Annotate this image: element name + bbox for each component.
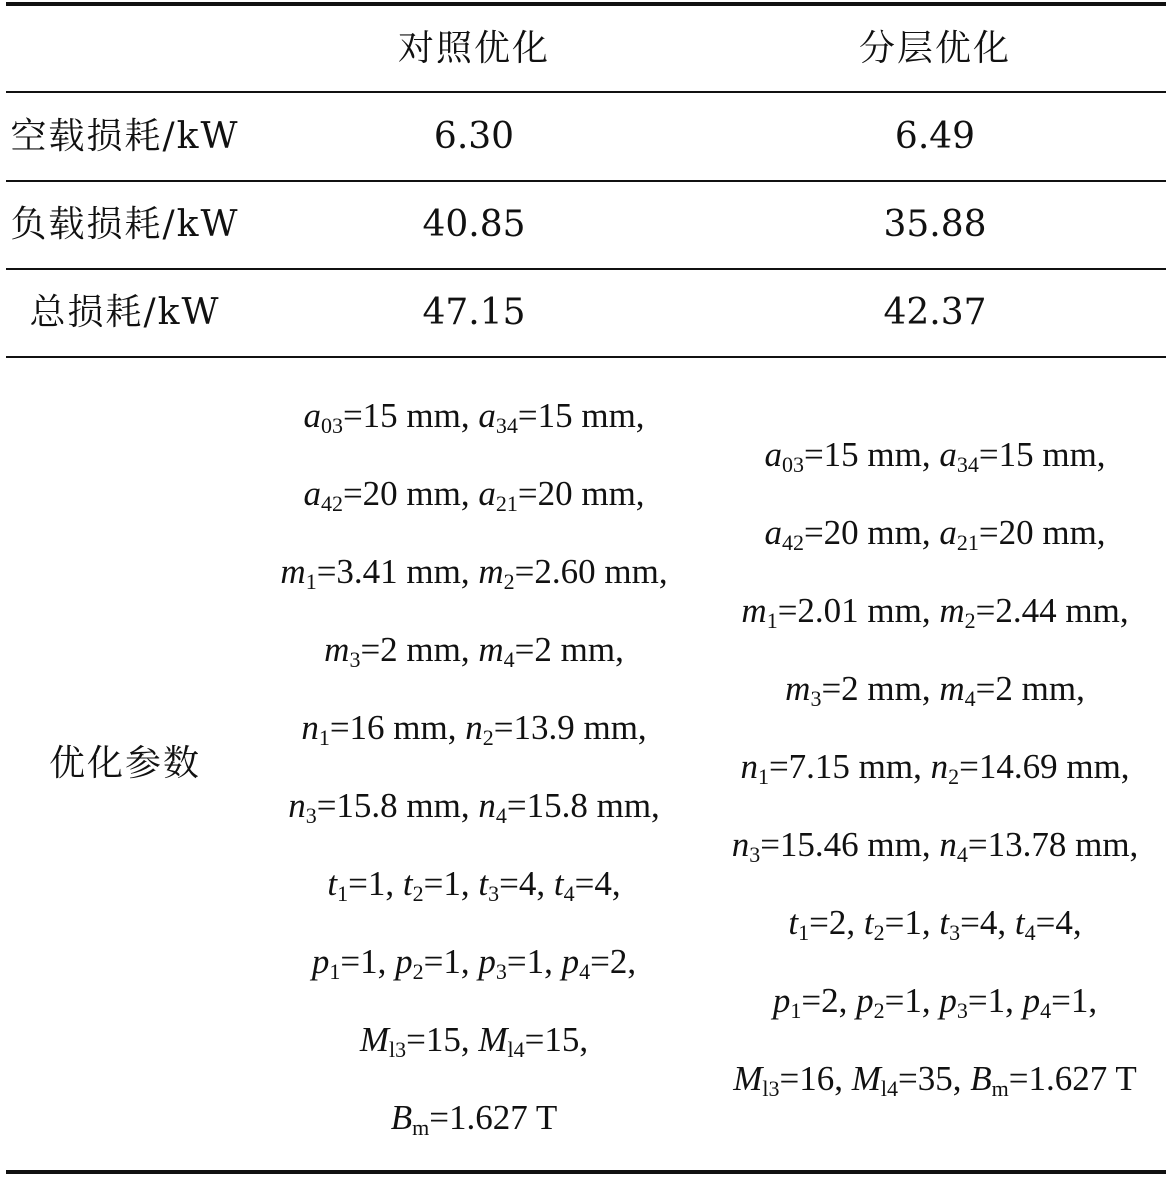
param-line bbox=[303, 455, 644, 533]
param-line bbox=[764, 416, 1105, 494]
bottom-rule bbox=[6, 1170, 1166, 1174]
table-cell: 40.85 bbox=[422, 204, 526, 245]
param-value: =15.8 mm, bbox=[506, 786, 660, 825]
param-value: =2 mm, bbox=[514, 630, 624, 669]
param-value: =1, bbox=[884, 903, 940, 942]
param-symbol: B bbox=[970, 1059, 992, 1098]
param-symbol: M bbox=[359, 1020, 389, 1059]
param-value: =2 mm, bbox=[360, 630, 479, 669]
param-value: =16, bbox=[779, 1059, 852, 1098]
param-line bbox=[773, 962, 1097, 1040]
param-value: =1.627 T bbox=[429, 1098, 558, 1137]
layered-params-cell bbox=[704, 416, 1166, 1118]
param-subscript: 3 bbox=[305, 803, 317, 828]
param-subscript: 4 bbox=[495, 803, 507, 828]
param-subscript: 4 bbox=[1024, 920, 1036, 945]
param-value: =1, bbox=[1051, 981, 1098, 1020]
param-value: =20 mm, bbox=[803, 513, 940, 552]
param-symbol: m bbox=[478, 630, 504, 669]
param-value: =15, bbox=[524, 1020, 589, 1059]
param-subscript: 3 bbox=[749, 842, 761, 867]
table-cell: 6.30 bbox=[433, 115, 515, 157]
param-value: =1, bbox=[348, 864, 403, 903]
param-symbol: t bbox=[1014, 903, 1025, 942]
param-subscript: 2 bbox=[873, 998, 885, 1023]
param-subscript: 03 bbox=[781, 452, 804, 477]
param-line bbox=[324, 611, 624, 689]
param-symbol: t bbox=[553, 864, 564, 903]
param-symbol: a bbox=[303, 474, 321, 513]
control-params-cell bbox=[244, 377, 704, 1157]
param-subscript: 4 bbox=[964, 686, 976, 711]
param-subscript: 2 bbox=[482, 725, 494, 750]
param-value: =14.69 mm, bbox=[959, 747, 1130, 786]
param-subscript: 1 bbox=[305, 569, 317, 594]
param-symbol: p bbox=[1022, 981, 1041, 1020]
param-symbol: a bbox=[478, 474, 496, 513]
param-value: =2, bbox=[801, 981, 857, 1020]
param-symbol: a bbox=[764, 513, 782, 552]
param-subscript: 2 bbox=[948, 764, 960, 789]
param-value: =1, bbox=[967, 981, 1023, 1020]
param-symbol: p bbox=[561, 942, 580, 981]
param-line bbox=[764, 494, 1105, 572]
param-subscript: 1 bbox=[757, 764, 769, 789]
param-line bbox=[391, 1079, 558, 1157]
param-symbol: M bbox=[851, 1059, 881, 1098]
param-symbol: n bbox=[288, 786, 306, 825]
param-value: =15 mm, bbox=[517, 396, 645, 435]
param-subscript: 2 bbox=[412, 959, 424, 984]
param-line bbox=[288, 767, 660, 845]
param-symbol: a bbox=[764, 435, 782, 474]
param-value: =20 mm, bbox=[517, 474, 645, 513]
row-label: 优化参数 bbox=[48, 743, 201, 784]
header-cell-blank bbox=[6, 6, 244, 91]
param-symbol: p bbox=[856, 981, 874, 1020]
param-value: =4, bbox=[574, 864, 621, 903]
param-value: =16 mm, bbox=[329, 708, 466, 747]
param-symbol: n bbox=[478, 786, 496, 825]
param-symbol: m bbox=[785, 669, 811, 708]
param-symbol: t bbox=[402, 864, 413, 903]
param-subscript: l4 bbox=[507, 1037, 525, 1062]
param-symbol: n bbox=[930, 747, 949, 786]
param-symbol: t bbox=[939, 903, 950, 942]
row-label: 空载损耗/kW bbox=[10, 115, 240, 157]
param-value: =13.78 mm, bbox=[967, 825, 1139, 864]
param-symbol: m bbox=[280, 552, 306, 591]
param-value: =1, bbox=[423, 864, 479, 903]
param-symbol: p bbox=[395, 942, 413, 981]
header-cell-layered: 分层优化 bbox=[858, 27, 1011, 69]
param-subscript: 34 bbox=[495, 413, 518, 438]
param-line bbox=[301, 689, 646, 767]
header-cell-control: 对照优化 bbox=[397, 27, 550, 69]
param-symbol: t bbox=[788, 903, 799, 942]
table-cell: 47.15 bbox=[422, 292, 526, 333]
param-subscript: 42 bbox=[781, 530, 804, 555]
table-cell: 42.37 bbox=[883, 292, 987, 333]
param-symbol: p bbox=[478, 942, 496, 981]
param-subscript: 3 bbox=[349, 647, 361, 672]
param-value: =1, bbox=[340, 942, 396, 981]
row-label: 负载损耗/kW bbox=[10, 204, 240, 245]
param-subscript: 03 bbox=[320, 413, 343, 438]
table-cell: 6.49 bbox=[894, 115, 976, 157]
param-line bbox=[360, 1001, 588, 1079]
param-subscript: 4 bbox=[563, 881, 575, 906]
param-line bbox=[280, 533, 667, 611]
param-subscript: 21 bbox=[956, 530, 979, 555]
param-subscript: 1 bbox=[790, 998, 802, 1023]
param-value: =4, bbox=[960, 903, 1015, 942]
param-symbol: t bbox=[863, 903, 874, 942]
param-line bbox=[732, 806, 1139, 884]
param-subscript: 2 bbox=[503, 569, 515, 594]
param-value: =2.01 mm, bbox=[777, 591, 940, 630]
param-value: =3.41 mm, bbox=[316, 552, 479, 591]
param-subscript: m bbox=[991, 1076, 1009, 1101]
param-subscript: 4 bbox=[1040, 998, 1052, 1023]
param-subscript: 1 bbox=[798, 920, 810, 945]
param-value: =15 mm, bbox=[978, 435, 1106, 474]
param-symbol: a bbox=[478, 396, 496, 435]
param-value: =2 mm, bbox=[975, 669, 1085, 708]
param-subscript: 1 bbox=[337, 881, 349, 906]
param-subscript: m bbox=[412, 1115, 430, 1140]
param-symbol: n bbox=[939, 825, 957, 864]
param-line bbox=[327, 845, 620, 923]
table-cell: 35.88 bbox=[883, 204, 987, 245]
param-subscript: 3 bbox=[810, 686, 822, 711]
param-symbol: m bbox=[939, 591, 965, 630]
param-value: =13.9 mm, bbox=[493, 708, 647, 747]
param-value: =1, bbox=[884, 981, 940, 1020]
param-value: =7.15 mm, bbox=[768, 747, 931, 786]
param-subscript: 4 bbox=[579, 959, 591, 984]
param-symbol: p bbox=[939, 981, 957, 1020]
param-symbol: n bbox=[465, 708, 483, 747]
param-subscript: 2 bbox=[412, 881, 424, 906]
param-subscript: 2 bbox=[964, 608, 976, 633]
param-symbol: n bbox=[740, 747, 758, 786]
param-symbol: m bbox=[939, 669, 965, 708]
param-value: =4, bbox=[499, 864, 554, 903]
param-subscript: 34 bbox=[956, 452, 979, 477]
param-symbol: n bbox=[731, 825, 750, 864]
param-subscript: 1 bbox=[318, 725, 330, 750]
param-symbol: m bbox=[478, 552, 504, 591]
param-subscript: 4 bbox=[503, 647, 515, 672]
param-symbol: p bbox=[772, 981, 791, 1020]
param-subscript: 3 bbox=[949, 920, 961, 945]
param-value: =1.627 T bbox=[1008, 1059, 1137, 1098]
param-subscript: 1 bbox=[329, 959, 341, 984]
param-value: =15 mm, bbox=[342, 396, 479, 435]
param-value: =4, bbox=[1035, 903, 1082, 942]
param-symbol: a bbox=[939, 513, 957, 552]
param-subscript: 21 bbox=[495, 491, 518, 516]
param-value: =20 mm, bbox=[978, 513, 1106, 552]
param-symbol: m bbox=[741, 591, 767, 630]
param-subscript: 3 bbox=[956, 998, 968, 1023]
param-symbol: M bbox=[733, 1059, 763, 1098]
param-value: =1, bbox=[423, 942, 479, 981]
param-subscript: l4 bbox=[880, 1076, 899, 1101]
param-symbol: n bbox=[301, 708, 319, 747]
param-line bbox=[741, 572, 1128, 650]
param-subscript: 3 bbox=[495, 959, 507, 984]
param-subscript: 1 bbox=[766, 608, 778, 633]
param-value: =15 mm, bbox=[803, 435, 940, 474]
param-subscript: 4 bbox=[956, 842, 968, 867]
param-subscript: 2 bbox=[873, 920, 885, 945]
param-symbol: a bbox=[303, 396, 321, 435]
param-line bbox=[312, 923, 636, 1001]
param-symbol: p bbox=[311, 942, 330, 981]
param-value: =2, bbox=[590, 942, 637, 981]
param-symbol: t bbox=[327, 864, 338, 903]
param-line bbox=[785, 650, 1085, 728]
param-subscript: l3 bbox=[762, 1076, 780, 1101]
param-subscript: l3 bbox=[389, 1037, 407, 1062]
param-subscript: 42 bbox=[320, 491, 343, 516]
param-subscript: 3 bbox=[488, 881, 500, 906]
param-symbol: a bbox=[939, 435, 957, 474]
param-value: =2.60 mm, bbox=[514, 552, 668, 591]
param-value: =1, bbox=[506, 942, 562, 981]
param-symbol: t bbox=[478, 864, 489, 903]
param-line bbox=[733, 1040, 1137, 1118]
param-symbol: m bbox=[324, 630, 350, 669]
param-value: =35, bbox=[898, 1059, 971, 1098]
param-value: =15.46 mm, bbox=[760, 825, 940, 864]
param-symbol: B bbox=[390, 1098, 413, 1137]
param-line bbox=[303, 377, 644, 455]
param-line bbox=[740, 728, 1129, 806]
param-value: =20 mm, bbox=[342, 474, 479, 513]
param-value: =2, bbox=[809, 903, 864, 942]
param-value: =2.44 mm, bbox=[975, 591, 1129, 630]
param-value: =15.8 mm, bbox=[316, 786, 479, 825]
param-symbol: M bbox=[478, 1020, 508, 1059]
row-label: 总损耗/kW bbox=[29, 292, 221, 333]
param-value: =2 mm, bbox=[821, 669, 940, 708]
param-line bbox=[788, 884, 1081, 962]
param-value: =15, bbox=[406, 1020, 479, 1059]
